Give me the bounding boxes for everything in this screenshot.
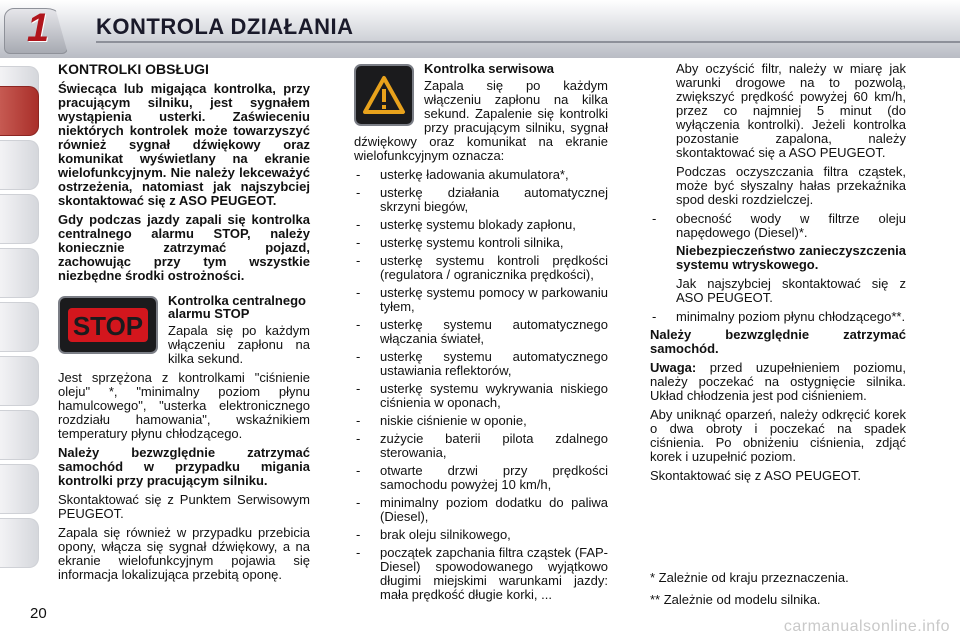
list-item: - minimalny poziom dodatku do paliwa (Diesel), [354,496,608,524]
list-item: - usterkę systemu blokady zapłonu, [354,218,608,232]
service-lamp-box [354,64,414,126]
note-label: Uwaga: [650,360,697,375]
note-paragraph [650,361,906,403]
must-stop-paragraph: Należy bezwzględnie zatrzymać samochód. [650,327,906,356]
stop-heading: Kontrolka centralnego alarmu STOP [168,293,306,321]
list-item: - zużycie baterii pilota zdalnego sterowania, [354,432,608,460]
warning-triangle-icon [362,74,406,116]
footnote-country: * Zależnie od kraju przeznaczenia. [650,570,849,585]
stop-text: Zapala się po każdym włączeniu zapłonu na kilka sekund. [168,323,310,366]
side-tab-4[interactable] [0,194,39,244]
contact-paragraph: Skontaktować się z ASO PEUGEOT. [650,468,861,483]
stop-icon-label: STOP [72,311,144,341]
danger-paragraph: Niebezpieczeństwo zanieczyszczenia systemu wtryskowego. [676,243,906,272]
list-item: - usterkę działania automatycznej skrzyni biegów, [354,186,608,214]
header-rule [96,41,960,43]
side-tab-8[interactable] [0,410,39,460]
service-text: Zapala się po każdym włączeniu zapłonu na kilka sekund. Zapalenie się kontrolki przy pracującym silniku, sygnał dźwiękowy oraz komunikat na ekranie wielofunkcyjnym oznacza: [354,78,608,163]
side-tab-3[interactable] [0,140,39,190]
list-item: - usterkę systemu automatycznego ustawiania reflektorów, [354,350,608,378]
chapter-number: 1 [26,6,50,50]
stop-icon [66,304,150,346]
danger-contact-paragraph: Jak najszybciej skontaktować się z ASO PEUGEOT. [676,276,906,305]
column-left [58,62,310,587]
stop-must-paragraph: Należy bezwzględnie zatrzymać samochód w przypadku migania kontrolki przy pracującym silniku. [58,445,310,488]
side-tab-5[interactable] [0,248,39,298]
list-item: - niskie ciśnienie w oponie, [354,414,608,428]
list-item: - otwarte drzwi przy prędkości samochodu powyżej 10 km/h, [354,464,608,492]
footnote-engine: ** Zależnie od modelu silnika. [650,592,821,607]
tyre-paragraph: Zapala się również w przypadku przebicia opony, włącza się sygnał dźwiękowy, a na ekranie wielofunkcyjnym pojawia się informacja lokalizująca przebitą oponę. [58,525,310,582]
list-item: - obecność wody w filtrze oleju napędowego (Diesel)*. [650,212,906,240]
list-item: - usterkę systemu automatycznego włączania świateł, [354,318,608,346]
watermark: carmanualsonline.info [783,618,950,635]
coolant-list [650,310,906,324]
stop-lamp-box [58,296,158,354]
side-tab-9[interactable] [0,464,39,514]
intro-paragraph: Świecąca lub migająca kontrolka, przy pracującym silniku, jest sygnałem wystąpienia usterki. Zaświeceniu niektórych kontrolek może towarzyszyć również sygnał dźwiękowy oraz komunikat wyświetlany na ekranie wielofunkcyjnym. Nie należy lekceważyć ostrzeżenia, natomiast jak najszybciej skontaktować się z ASO PEUGEOT. [58,81,310,208]
list-item: - minimalny poziom płynu chłodzącego**. [650,310,906,324]
page-title: KONTROLA DZIAŁANIA [96,14,354,39]
section-heading: KONTROLKI OBSŁUGI [58,61,209,77]
list-item: - początek zapchania filtra cząstek (FAP-Diesel) spowodowanego wyjątkowo długimi miejskimi warunkami jazdy: mała prędkość długie korki, ... [354,546,608,602]
contact-paragraph: Skontaktować się z Punktem Serwisowym PEUGEOT. [58,492,310,521]
side-tab-6[interactable] [0,302,39,352]
side-tab-7[interactable] [0,356,39,406]
service-fault-list [354,168,608,602]
service-heading: Kontrolka serwisowa [424,61,555,76]
page-number: 20 [30,605,47,622]
list-item: - usterkę systemu kontroli prędkości (regulatora / ogranicznika prędkości), [354,254,608,282]
burn-paragraph: Aby uniknąć oparzeń, należy odkręcić korek o dwa obroty i poczekać na spadek ciśnienia. Po obniżeniu ciśnienia, zdjąć korek i uzupełnić poziom. [650,407,906,464]
side-tab-10[interactable] [0,518,39,568]
water-list [650,212,906,240]
list-item: - usterkę systemu wykrywania niskiego ciśnienia w oponach, [354,382,608,410]
column-middle [354,62,608,606]
side-tab-active[interactable] [0,86,39,136]
filter-clean-paragraph: Aby oczyścić filtr, należy w miarę jak warunki drogowe na to pozwolą, zwiększyć prędkość powyżej 60 km/h, przez co najmniej 5 minut (do wyłączenia kontrolki). Jeżeli kontrolka pozostanie zapalona, należy skontaktować się a ASO PEUGEOT. [676,61,906,160]
list-item: - usterkę ładowania akumulatora*, [354,168,608,182]
filter-noise-paragraph: Podczas oczyszczania filtra cząstek, może być słyszalny hałas przekaźnika spod deski rozdzielczej. [676,164,906,207]
list-item: - usterkę systemu kontroli silnika, [354,236,608,250]
stop-warning-paragraph: Gdy podczas jazdy zapali się kontrolka centralnego alarmu STOP, należy koniecznie zatrzymać pojazd, zachowując przy tym wszystkie niezbędne środki ostrożności. [58,212,310,283]
column-right [650,62,906,488]
note-text: przed uzupełnieniem poziomu, należy poczekać na ostygnięcie silnika. Układ chłodzenia jest pod ciśnieniem. [650,360,906,403]
list-item: - usterkę systemu pomocy w parkowaniu tyłem, [354,286,608,314]
list-item: - brak oleju silnikowego, [354,528,608,542]
stop-linked-paragraph: Jest sprzężona z kontrolkami "ciśnienie oleju" *, "minimalny poziom płynu hamulcowego", "usterka elektronicznego rozdziału hamowania", wskaźnikiem temperatury płynu chłodzącego. [58,370,310,441]
